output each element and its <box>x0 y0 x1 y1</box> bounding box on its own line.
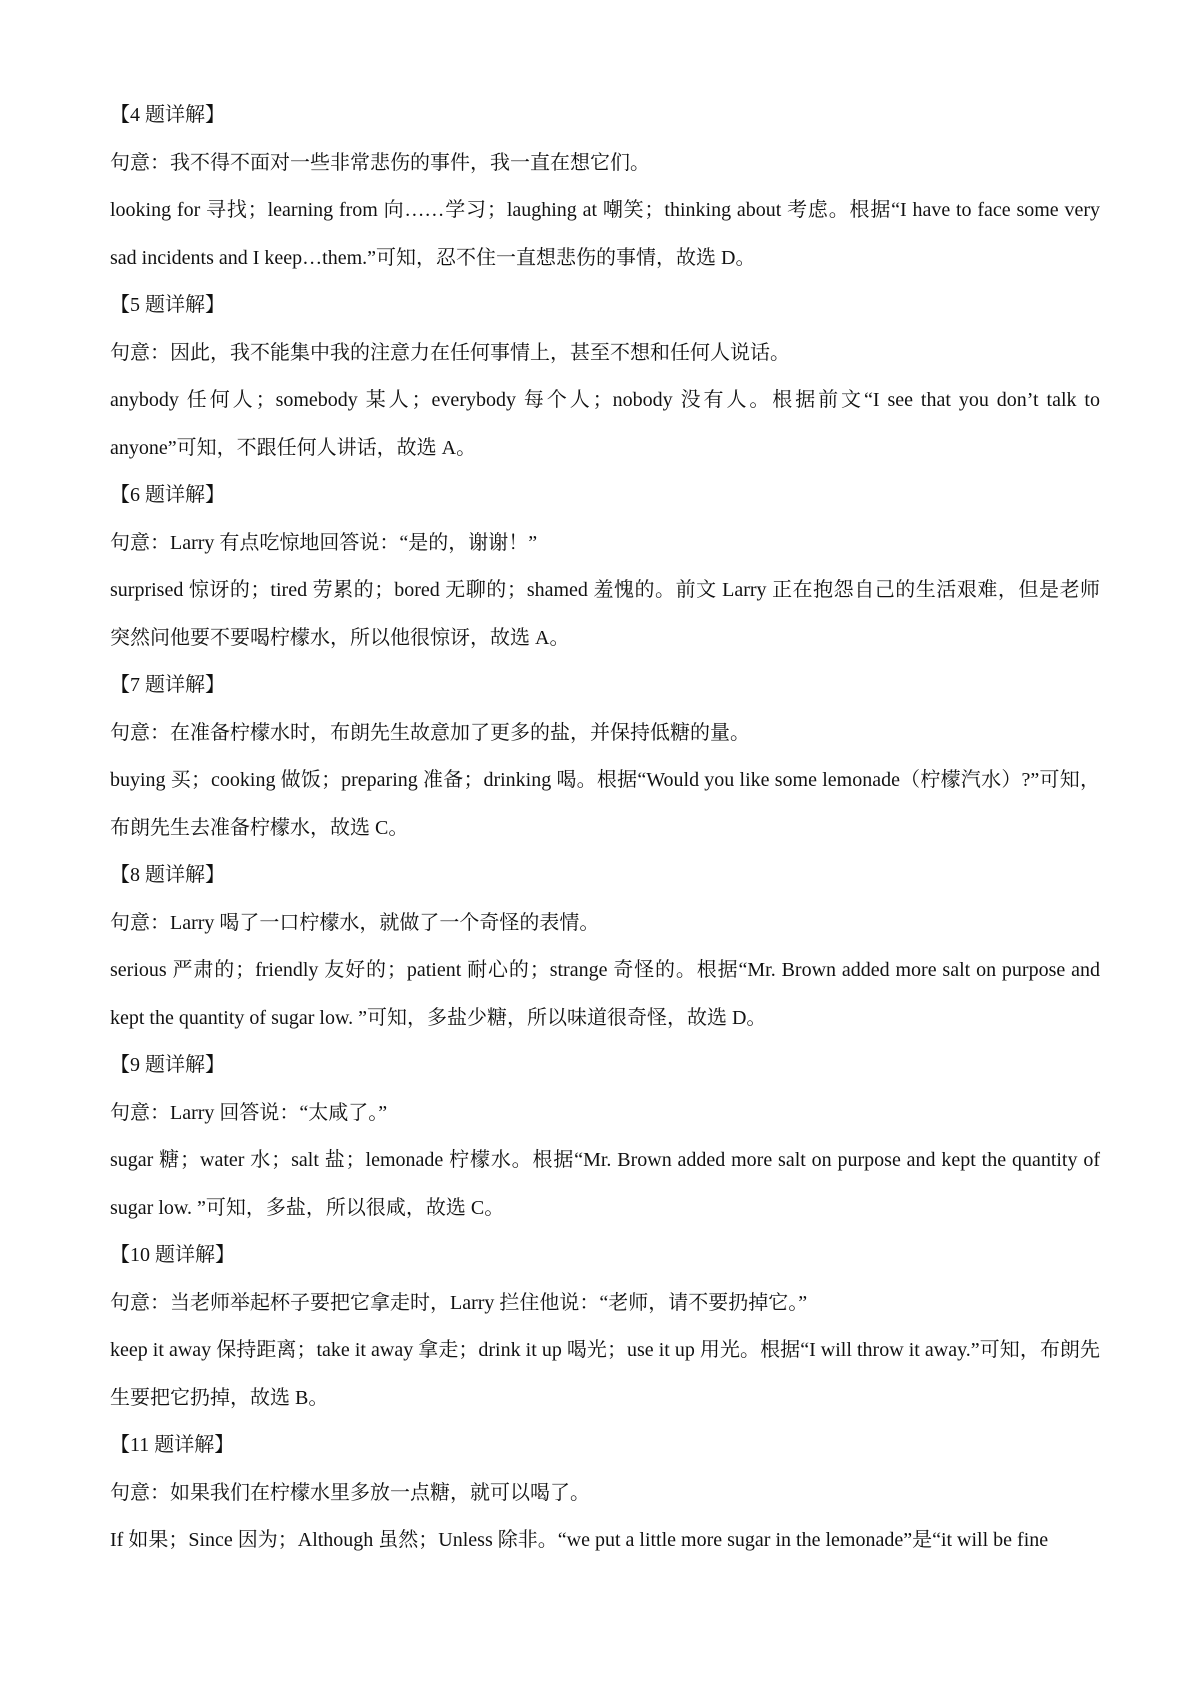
answer-explanation: keep it away 保持距离；take it away 拿走；drink it up 喝光；use it up 用光。根据“I will throw it away.”可知，布朗先生要把它扔掉，故选 B。 <box>110 1339 1100 1409</box>
sentence-meaning: 句意：因此，我不能集中我的注意力在任何事情上，甚至不想和任何人说话。 <box>110 341 790 364</box>
sentence-meaning: 句意：Larry 回答说：“太咸了。” <box>110 1101 388 1124</box>
section-heading: 【8 题详解】 <box>110 864 225 886</box>
question-7-section <box>110 662 1100 852</box>
section-heading: 【9 题详解】 <box>110 1054 225 1076</box>
section-heading: 【6 题详解】 <box>110 484 225 506</box>
sentence-meaning: 句意：如果我们在柠檬水里多放一点糖，就可以喝了。 <box>110 1481 590 1504</box>
answer-explanation: sugar 糖；water 水；salt 盐；lemonade 柠檬水。根据“Mr. Brown added more salt on purpose and kept the quantity of sugar low. ”可知，多盐，所以很咸，故选 C。 <box>110 1149 1100 1219</box>
question-6-section <box>110 472 1100 662</box>
sentence-meaning: 句意：Larry 有点吃惊地回答说：“是的，谢谢！” <box>110 531 538 554</box>
answer-explanation: buying 买；cooking 做饭；preparing 准备；drinking 喝。根据“Would you like some lemonade（柠檬汽水）?”可知，布朗先生去准备柠檬水，故选 C。 <box>110 769 1100 839</box>
sentence-meaning: 句意：当老师举起杯子要把它拿走时，Larry 拦住他说：“老师，请不要扔掉它。” <box>110 1291 808 1314</box>
section-heading: 【7 题详解】 <box>110 674 225 696</box>
question-5-section <box>110 282 1100 472</box>
answer-explanation: anybody 任何人；somebody 某人；everybody 每个人；nobody 没有人。根据前文“I see that you don’t talk to anyone”可知，不跟任何人讲话，故选 A。 <box>110 389 1100 459</box>
answer-explanation: serious 严肃的；friendly 友好的；patient 耐心的；strange 奇怪的。根据“Mr. Brown added more salt on purpose and kept the quantity of sugar low. ”可知，多盐少糖，所以味道很奇怪，故选 D。 <box>110 959 1100 1029</box>
sentence-meaning: 句意：Larry 喝了一口柠檬水，就做了一个奇怪的表情。 <box>110 911 600 934</box>
document-page <box>110 92 1100 1565</box>
question-4-section <box>110 92 1100 282</box>
sentence-meaning: 句意：在准备柠檬水时，布朗先生故意加了更多的盐，并保持低糖的量。 <box>110 721 750 744</box>
section-heading: 【10 题详解】 <box>110 1244 235 1266</box>
section-heading: 【5 题详解】 <box>110 294 225 316</box>
sentence-meaning: 句意：我不得不面对一些非常悲伤的事件，我一直在想它们。 <box>110 151 650 174</box>
answer-explanation: If 如果；Since 因为；Although 虽然；Unless 除非。“we put a little more sugar in the lemonade”是“it will be fine <box>110 1529 1049 1551</box>
answer-explanation: surprised 惊讶的；tired 劳累的；bored 无聊的；shamed 羞愧的。前文 Larry 正在抱怨自己的生活艰难，但是老师突然问他要不要喝柠檬水，所以他很惊讶，故选 A。 <box>110 579 1100 649</box>
question-11-section <box>110 1422 1100 1565</box>
question-8-section <box>110 852 1100 1042</box>
section-heading: 【4 题详解】 <box>110 104 225 126</box>
answer-explanation: looking for 寻找；learning from 向……学习；laughing at 嘲笑；thinking about 考虑。根据“I have to face some very sad incidents and I keep…them.”可知，忍不住一直想悲伤的事情，故选 D。 <box>110 199 1100 269</box>
question-10-section <box>110 1232 1100 1422</box>
question-9-section <box>110 1042 1100 1232</box>
section-heading: 【11 题详解】 <box>110 1434 235 1456</box>
